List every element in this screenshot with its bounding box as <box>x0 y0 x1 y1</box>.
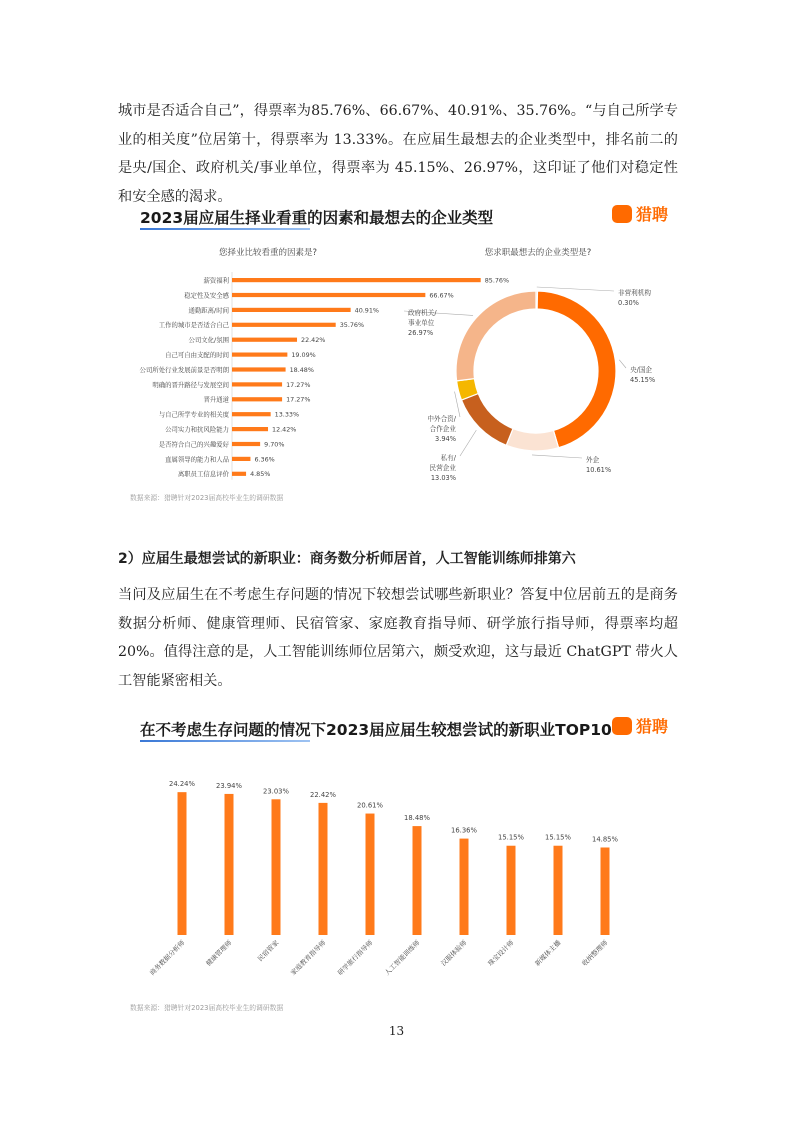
vbar-category-label: 汉服体验师 <box>439 938 469 968</box>
hbar-value-label: 35.76% <box>339 321 365 330</box>
liepin-logo-text: 猎聘 <box>635 205 668 224</box>
hbar-category-label: 公司文化/氛围 <box>188 336 229 345</box>
donut-slice <box>461 393 513 445</box>
vbar-bar <box>366 814 375 935</box>
vbar-category-label: 人工智能训练师 <box>383 938 422 978</box>
vbar-value-label: 15.15% <box>498 833 524 842</box>
hbar-bar <box>232 338 297 342</box>
hbar-bar <box>232 323 336 327</box>
vbar-value-label: 14.85% <box>592 835 618 844</box>
hbar-bar <box>232 278 481 282</box>
figure1-title: 2023届应届生择业看重的因素和最想去的企业类型 <box>140 209 494 227</box>
figure1-charts <box>118 198 678 488</box>
hbar-category-label: 是否符合自己的兴趣爱好 <box>158 440 229 449</box>
body-paragraph: 当问及应届生在不考虑生存问题的情况下较想尝试哪些新职业？答复中位居前五的是商务数据分析师、健康管理师、民宿管家、家庭教育指导师、研学旅行指导师，得票率均超 20%。值得注意的是，人工智能训练师位居第六，颇受欢迎，这与最近 ChatGPT 带火人工智能紧密相关。 <box>118 587 678 689</box>
donut-slice-label: 政府机关/ <box>408 309 437 317</box>
vbar-category-label: 新媒体主播 <box>533 938 563 968</box>
donut-value-label: 0.30% <box>618 299 639 307</box>
vbar-bar <box>272 799 281 935</box>
donut-chart-title: 您求职最想去的企业类型是? <box>484 248 592 258</box>
figure2-source: 数据来源：猎聘针对2023届高校毕业生的调研数据 <box>130 1004 284 1012</box>
vbar-category-label: 商务数据分析师 <box>148 938 187 978</box>
figure2-chart <box>118 710 678 1000</box>
hbar-category-label: 薪资福利 <box>203 276 229 285</box>
donut-slice-label: 私有/ <box>440 454 456 462</box>
hbar-value-label: 66.67% <box>429 291 454 300</box>
figure-new-careers-top10 <box>118 710 678 1016</box>
vbar-value-label: 23.03% <box>263 787 289 796</box>
vbar-bar <box>507 846 516 935</box>
hbar-bar <box>232 457 250 461</box>
hbar-category-label: 晋升通道 <box>203 395 229 404</box>
hbar-category-label: 直属领导的能力和人品 <box>165 455 229 464</box>
donut-value-label: 13.03% <box>430 474 456 482</box>
donut-slice <box>456 291 536 381</box>
donut-slice <box>506 429 558 451</box>
vbar-bar <box>460 839 469 935</box>
hbar-bar <box>232 442 260 446</box>
donut-leader-line <box>460 430 476 456</box>
vbar-value-label: 24.24% <box>169 780 195 789</box>
hbar-value-label: 17.27% <box>286 395 311 404</box>
hbar-value-label: 12.42% <box>272 425 297 434</box>
hbar-bar <box>232 412 271 416</box>
vbar-value-label: 15.15% <box>545 833 571 842</box>
hbar-value-label: 9.70% <box>264 440 285 449</box>
hbar-bar <box>232 382 282 386</box>
hbar-category-label: 公司实力和抗风险能力 <box>165 425 229 434</box>
vbar-category-label: 民宿管家 <box>256 938 281 964</box>
hbar-bar <box>232 293 425 297</box>
donut-leader-line <box>537 287 614 291</box>
donut-value-label: 26.97% <box>408 329 434 337</box>
donut-slice-label: 中外合资/ <box>427 415 456 423</box>
hbar-bar <box>232 397 282 401</box>
hbar-category-label: 通勤距离/时间 <box>188 306 229 315</box>
hbar-category-label: 明确的晋升路径与发展空间 <box>152 380 229 389</box>
section-heading: 2）应届生最想尝试的新职业：商务数分析师居首，人工智能训练师排第六 <box>118 551 576 567</box>
donut-value-label: 10.61% <box>586 466 612 474</box>
donut-slice-label: 民营企业 <box>429 464 456 472</box>
hbar-bar <box>232 472 246 476</box>
hbar-value-label: 40.91% <box>354 306 380 315</box>
hbar-chart-title: 您择业比较看重的因素是? <box>218 248 318 258</box>
hbar-category-label: 工作的城市是否适合自己 <box>158 321 229 330</box>
page-number: 13 <box>388 1024 405 1038</box>
donut-slice-label: 事业单位 <box>408 319 435 327</box>
hbar-category-label: 公司所处行业发展前景是否明朗 <box>139 365 229 374</box>
donut-slice-label: 合作企业 <box>429 425 456 433</box>
liepin-logo-text: 猎聘 <box>635 717 668 736</box>
figure2-title: 在不考虑生存问题的情况下2023届应届生较想尝试的新职业TOP10 <box>140 721 612 739</box>
hbar-bar <box>232 308 351 312</box>
vbar-category-label: 珠宝设计师 <box>486 938 516 968</box>
vbar-category-label: 家庭教育指导师 <box>289 938 328 978</box>
donut-slice-label: 央/国企 <box>630 366 653 374</box>
hbar-value-label: 18.48% <box>289 365 314 374</box>
figure1-source: 数据来源：猎聘针对2023届高校毕业生的调研数据 <box>130 494 284 502</box>
figure-factors-and-company-types <box>118 198 678 508</box>
vbar-value-label: 16.36% <box>451 826 477 835</box>
hbar-bar <box>232 367 286 371</box>
vbar-bar <box>225 794 234 935</box>
hbar-category-label: 自己可自由支配的时间 <box>165 351 229 359</box>
hbar-category-label: 离职员工信息评价 <box>177 470 229 479</box>
hbar-value-label: 6.36% <box>254 455 275 464</box>
vbar-bar <box>319 803 328 935</box>
hbar-value-label: 22.42% <box>301 336 326 345</box>
donut-leader-line <box>532 455 582 458</box>
hbar-value-label: 19.09% <box>291 351 316 359</box>
donut-slice-label: 外企 <box>586 456 600 464</box>
vbar-value-label: 18.48% <box>404 814 430 823</box>
hbar-value-label: 17.27% <box>286 380 311 389</box>
donut-value-label: 3.94% <box>435 435 456 443</box>
vbar-category-label: 研学旅行指导师 <box>336 938 375 978</box>
vbar-bar <box>601 847 610 935</box>
donut-slice <box>537 291 616 448</box>
hbar-value-label: 4.85% <box>250 470 271 479</box>
hbar-bar <box>232 353 287 357</box>
donut-leader-line <box>619 360 626 368</box>
vbar-bar <box>554 846 563 935</box>
hbar-bar <box>232 427 268 431</box>
vbar-bar <box>178 792 187 935</box>
vbar-value-label: 22.42% <box>310 790 336 799</box>
hbar-value-label: 85.76% <box>484 276 510 285</box>
donut-slice-label: 非营利机构 <box>618 289 651 297</box>
intro-paragraph: 城市是否适合自己”，得票率为85.76%、66.67%、40.91%、35.76%。“与自己所学专业的相关度”位居第十，得票率为 13.33%。在应届生最想去的企业类型中，排名前二的是央/国企、政府机关/事业单位，得票率为 45.15%、26.97%，这印证了他们对稳定性和安全感的渴求。 <box>118 103 678 205</box>
donut-value-label: 45.15% <box>630 376 656 384</box>
vbar-value-label: 23.94% <box>216 781 242 790</box>
vbar-category-label: 健康管理师 <box>204 938 234 968</box>
hbar-category-label: 与自己所学专业的相关度 <box>158 410 229 419</box>
vbar-bar <box>413 826 422 935</box>
hbar-category-label: 稳定性及安全感 <box>184 291 229 300</box>
vbar-value-label: 20.61% <box>357 801 383 810</box>
vbar-category-label: 收纳整理师 <box>580 938 610 968</box>
hbar-value-label: 13.33% <box>274 410 300 419</box>
